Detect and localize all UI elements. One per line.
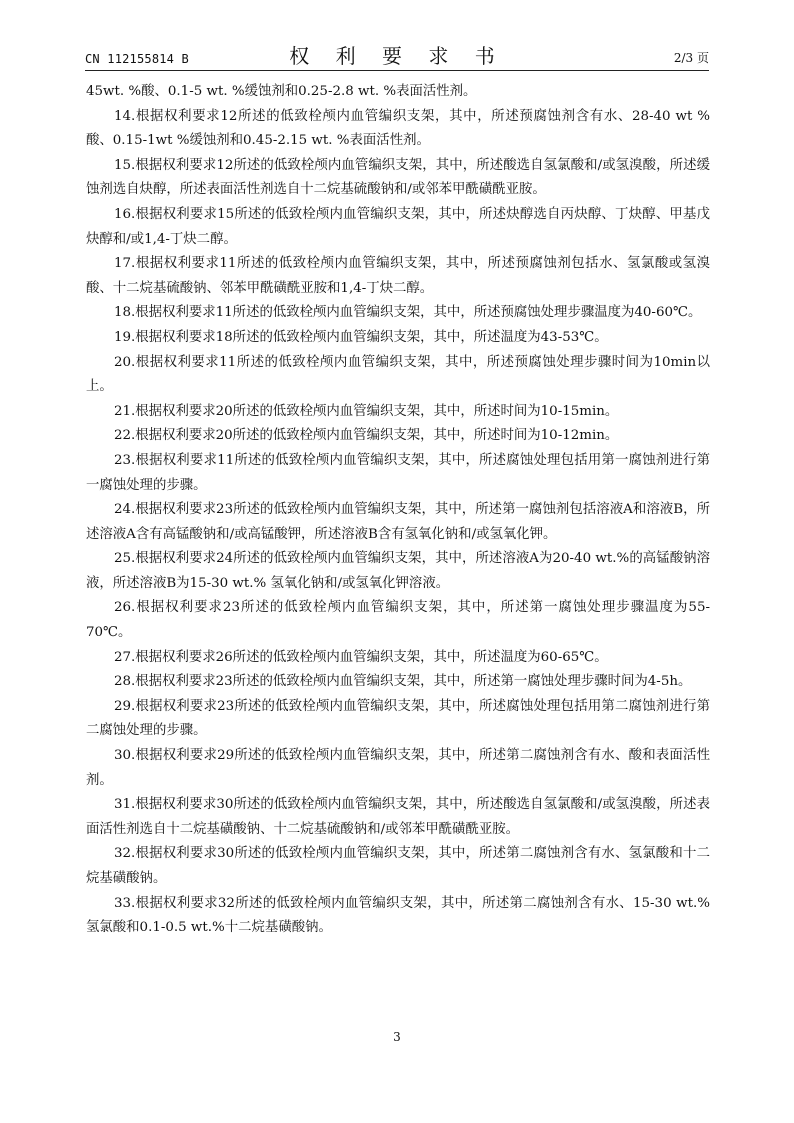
claim-21: 21.根据权利要求20所述的低致栓颅内血管编织支架，其中，所述时间为10-15min。 [114,403,619,419]
claim-25: 25.根据权利要求24所述的低致栓颅内血管编织支架，其中，所述溶液A为20-40 wt.%的高锰酸钠溶液，所述溶液B为15-30 wt.% 氢氧化钠和/或氢氧化钾溶液。 [86,551,710,591]
claim-24: 24.根据权利要求23所述的低致栓颅内血管编织支架，其中，所述第一腐蚀剂包括溶液A和溶液B，所述溶液A含有高锰酸钠和/或高锰酸钾，所述溶液B含有氢氧化钠和/或氢氧化钾。 [86,502,710,542]
claim-17: 17.根据权利要求11所述的低致栓颅内血管编织支架，其中，所述预腐蚀剂包括水、氢氯酸或氢溴酸、十二烷基硫酸钠、邻苯甲酰磺酰亚胺和1,4-丁炔二醇。 [86,256,710,296]
claim-14: 14.根据权利要求12所述的低致栓颅内血管编织支架，其中，所述预腐蚀剂含有水、28-40 wt %酸、0.15-1wt %缓蚀剂和0.45-2.15 wt. %表面活性剂。 [86,108,710,149]
claim-31: 31.根据权利要求30所述的低致栓颅内血管编织支架，其中，所述酸选自氢氯酸和/或氢溴酸，所述表面活性剂选自十二烷基磺酸钠、十二烷基硫酸钠和/或邻苯甲酰磺酰亚胺。 [86,797,710,837]
claim-26: 26.根据权利要求23所述的低致栓颅内血管编织支架，其中，所述第一腐蚀处理步骤温度为55-70℃。 [86,600,710,641]
document-number: CN 112155814 B [85,52,189,66]
page-number: 3 [393,1030,401,1044]
claim-32: 32.根据权利要求30所述的低致栓颅内血管编织支架，其中，所述第二腐蚀剂含有水、氢氯酸和十二烷基磺酸钠。 [86,846,710,886]
claim-20: 20.根据权利要求11所述的低致栓颅内血管编织支架，其中，所述预腐蚀处理步骤时间为10min以上。 [86,354,710,395]
claim-19: 19.根据权利要求18所述的低致栓颅内血管编织支架，其中，所述温度为43-53℃。 [114,329,608,345]
claim-22: 22.根据权利要求20所述的低致栓颅内血管编织支架，其中，所述时间为10-12min。 [114,428,619,444]
claim-23: 23.根据权利要求11所述的低致栓颅内血管编织支架，其中，所述腐蚀处理包括用第一腐蚀剂进行第一腐蚀处理的步骤。 [86,452,710,493]
page-header [85,46,709,71]
page-fraction: 2/3 页 [673,51,709,65]
document-title: 权 利 要 求 书 [289,44,505,68]
claim-18: 18.根据权利要求11所述的低致栓颅内血管编织支架，其中，所述预腐蚀处理步骤温度为40-60℃。 [114,305,702,321]
claim-paragraph-continued: 45wt. %酸、0.1-5 wt. %缓蚀剂和0.25-2.8 wt. %表面活性剂。 [86,84,477,99]
claim-15: 15.根据权利要求12所述的低致栓颅内血管编织支架，其中，所述酸选自氢氯酸和/或氢溴酸，所述缓蚀剂选自炔醇，所述表面活性剂选自十二烷基硫酸钠和/或邻苯甲酰磺酰亚胺。 [86,157,710,198]
claim-33: 33.根据权利要求32所述的低致栓颅内血管编织支架，其中，所述第二腐蚀剂含有水、15-30 wt.%氢氯酸和0.1-0.5 wt.%十二烷基磺酸钠。 [86,895,710,936]
claim-16: 16.根据权利要求15所述的低致栓颅内血管编织支架，其中，所述炔醇选自丙炔醇、丁炔醇、甲基戊炔醇和/或1,4-丁炔二醇。 [86,206,710,247]
claim-29: 29.根据权利要求23所述的低致栓颅内血管编织支架，其中，所述腐蚀处理包括用第二腐蚀剂进行第二腐蚀处理的步骤。 [86,698,710,739]
claim-27: 27.根据权利要求26所述的低致栓颅内血管编织支架，其中，所述温度为60-65℃。 [114,649,608,665]
claims-body [86,80,710,941]
claim-30: 30.根据权利要求29所述的低致栓颅内血管编织支架，其中，所述第二腐蚀剂含有水、酸和表面活性剂。 [86,748,710,788]
claim-28: 28.根据权利要求23所述的低致栓颅内血管编织支架，其中，所述第一腐蚀处理步骤时间为4-5h。 [114,674,692,690]
